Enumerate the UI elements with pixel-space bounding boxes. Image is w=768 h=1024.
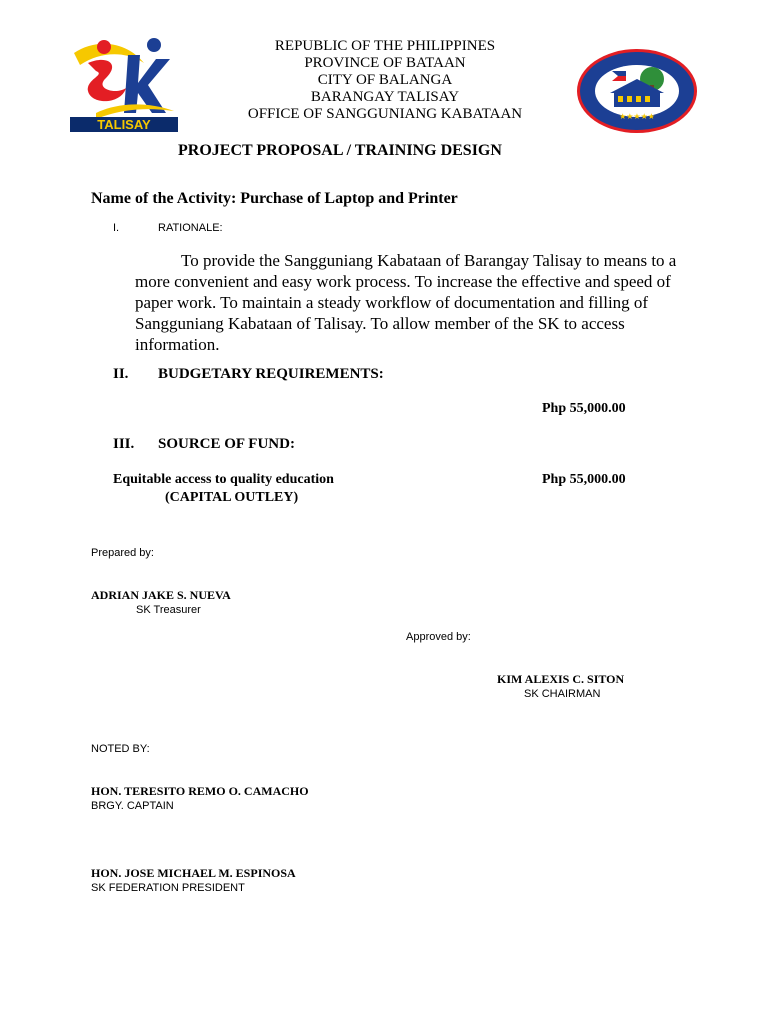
approved-by-title: SK CHAIRMAN	[524, 688, 601, 700]
noted-by-captain-title: BRGY. CAPTAIN	[91, 800, 174, 812]
header-office: OFFICE OF SANGGUNIANG KABATAAN	[247, 106, 523, 122]
fund-amount: Php 55,000.00	[542, 472, 626, 487]
prepared-by-label: Prepared by:	[91, 547, 154, 559]
fund-number: III.	[113, 436, 135, 452]
budget-label: BUDGETARY REQUIREMENTS:	[158, 366, 384, 382]
fund-label: SOURCE OF FUND:	[158, 436, 295, 452]
activity-name: Name of the Activity: Purchase of Laptop and Printer	[91, 190, 458, 207]
noted-by-captain-name: HON. TERESITO REMO O. CAMACHO	[91, 784, 309, 798]
approved-by-name: KIM ALEXIS C. SITON	[497, 672, 625, 686]
noted-by-federation-name: HON. JOSE MICHAEL M. ESPINOSA	[91, 866, 296, 880]
rationale-label: RATIONALE:	[158, 222, 223, 234]
budget-number: II.	[113, 366, 129, 382]
budget-amount: Php 55,000.00	[542, 401, 626, 416]
approved-by-label: Approved by:	[406, 631, 471, 643]
header-city: CITY OF BALANGA	[317, 72, 453, 88]
header-barangay: BARANGAY TALISAY	[310, 89, 460, 105]
header-province: PROVINCE OF BATAAN	[304, 55, 466, 71]
prepared-by-name: ADRIAN JAKE S. NUEVA	[91, 588, 231, 602]
rationale-number: I.	[113, 222, 120, 234]
document-title: PROJECT PROPOSAL / TRAINING DESIGN	[178, 142, 502, 159]
sk-talisay-logo	[66, 33, 182, 133]
noted-by-label: NOTED BY:	[91, 743, 150, 755]
svg-text:★★★★★: ★★★★★	[619, 112, 655, 121]
rationale-text: To provide the Sangguniang Kabataan of Barangay Talisay to means to a more convenient and easy work process. To increase the effective and speed of paper work. To maintain a steady workflow of documentation and filling of Sangguniang Kabataan of Talisay. To allow member of the SK to access information.	[135, 251, 677, 354]
header-republic: REPUBLIC OF THE PHILIPPINES	[274, 38, 496, 54]
fund-source-sub: (CAPITAL OUTLEY)	[165, 490, 299, 505]
prepared-by-title: SK Treasurer	[136, 604, 201, 616]
fund-source: Equitable access to quality education	[113, 472, 334, 487]
noted-by-federation-title: SK FEDERATION PRESIDENT	[91, 882, 245, 894]
talisay-banner-text: TALISAY	[97, 117, 151, 132]
barangay-talisay-seal	[574, 47, 700, 135]
